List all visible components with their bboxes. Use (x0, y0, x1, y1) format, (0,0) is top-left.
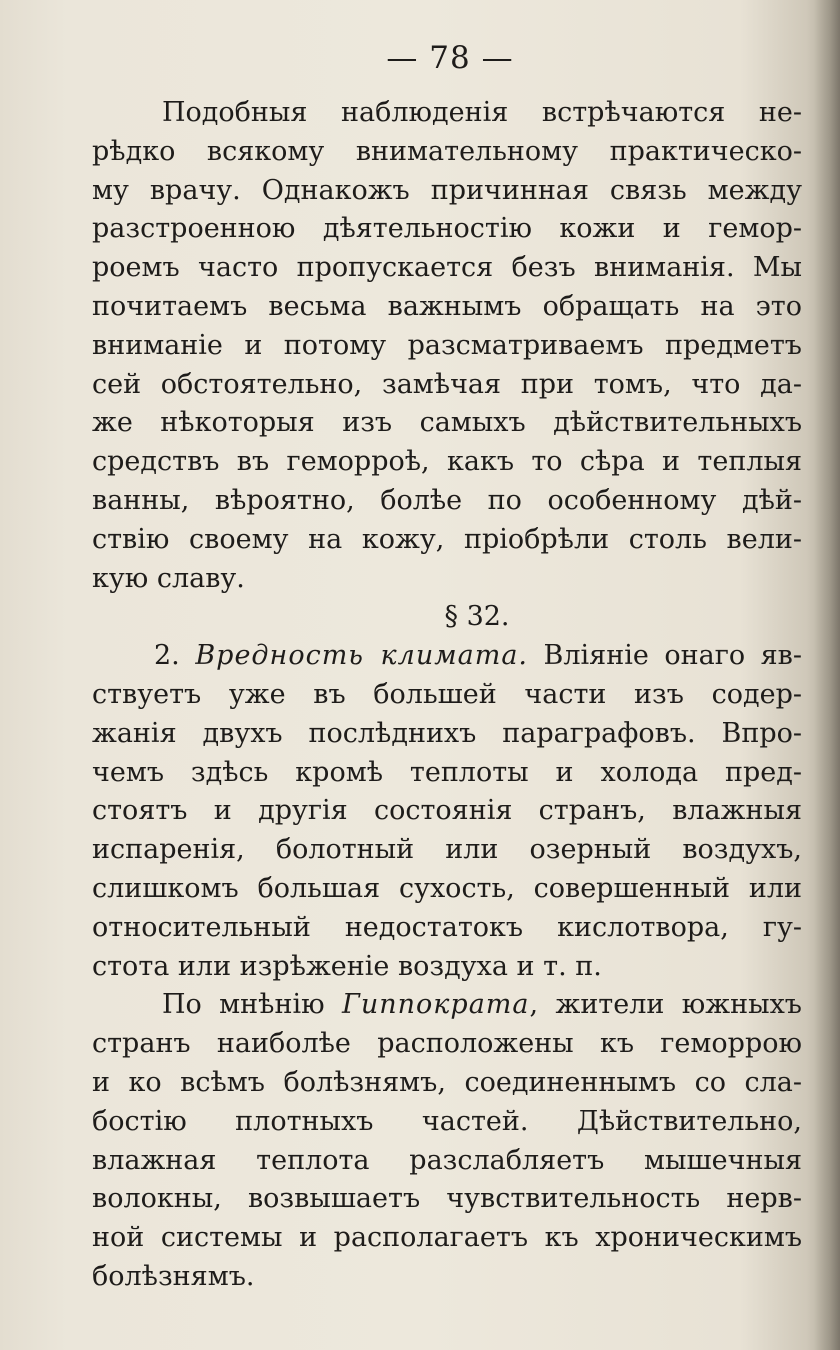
text-line: 2. Вредность климата. Вліяніе онаго яв- (154, 640, 802, 672)
text-line: роемъ часто пропускается безъ вниманія. Мы (92, 252, 802, 284)
text-line: сей обстоятельно, замѣчая при томъ, что да- (92, 368, 802, 400)
text-line: средствъ въ геморроѣ, какъ то сѣра и теплыя (92, 446, 802, 478)
text-line: странъ наиболѣе расположены къ геморрою (92, 1028, 802, 1060)
text-line: рѣдко всякому внимательному практическо- (92, 135, 802, 167)
text-line: кую славу. (92, 562, 245, 594)
text-line: относительный недостатокъ кислотвора, гу- (92, 911, 802, 943)
text-line: волокны, возвышаетъ чувствительность нерв- (92, 1183, 802, 1215)
text-line: Подобныя наблюденія встрѣчаются не- (162, 97, 802, 128)
text-line: бостію плотныхъ частей. Дѣйствительно, (92, 1105, 802, 1137)
text-line: ствію своему на кожу, пріобрѣли столь вели- (92, 523, 802, 555)
text-line: ствуетъ уже въ большей части изъ содер- (92, 678, 802, 710)
text-line: слишкомъ большая сухость, совершенный или (92, 872, 802, 904)
text-line: му врачу. Однакожъ причинная связь между (92, 174, 802, 206)
text-line: ной системы и располагаетъ къ хроническимъ (92, 1222, 802, 1254)
paragraph-title: Вредность климата. (195, 640, 528, 672)
text-line: испаренія, болотный или озерный воздухъ, (92, 834, 802, 866)
section-heading: § 32. (444, 601, 510, 633)
text-line: По мнѣнію Гиппократа, жители южныхъ (162, 989, 802, 1021)
text-line: чемъ здѣсь кромѣ теплоты и холода пред- (92, 756, 802, 788)
paragraph-number: 2. (154, 640, 180, 672)
text-line: стоятъ и другія состоянія странъ, влажныя (92, 795, 802, 827)
text-line: ванны, вѣроятно, болѣе по особенному дѣй- (92, 484, 802, 516)
text-line: влажная теплота разслабляетъ мышечныя (92, 1144, 802, 1176)
text-line: болѣзнямъ. (92, 1260, 255, 1292)
text-line: и ко всѣмъ болѣзнямъ, соединеннымъ со сла- (92, 1066, 802, 1098)
page-text (92, 94, 802, 1297)
text-line: разстроенною дѣятельностію кожи и гемор- (92, 213, 802, 245)
text-line: же нѣкоторыя изъ самыхъ дѣйствительныхъ (92, 407, 802, 439)
text-line: стота или изрѣженіе воздуха и т. п. (92, 950, 602, 982)
author-name: Гиппократа (342, 989, 530, 1021)
page-number: — 78 — (386, 40, 514, 76)
text-line: почитаемъ весьма важнымъ обращать на это (92, 290, 802, 322)
text-line: жанія двухъ послѣднихъ параграфовъ. Впро- (92, 717, 802, 749)
text-line: вниманіе и потому разсматриваемъ предметъ (92, 329, 802, 361)
page-edge-shadow (814, 0, 840, 1350)
